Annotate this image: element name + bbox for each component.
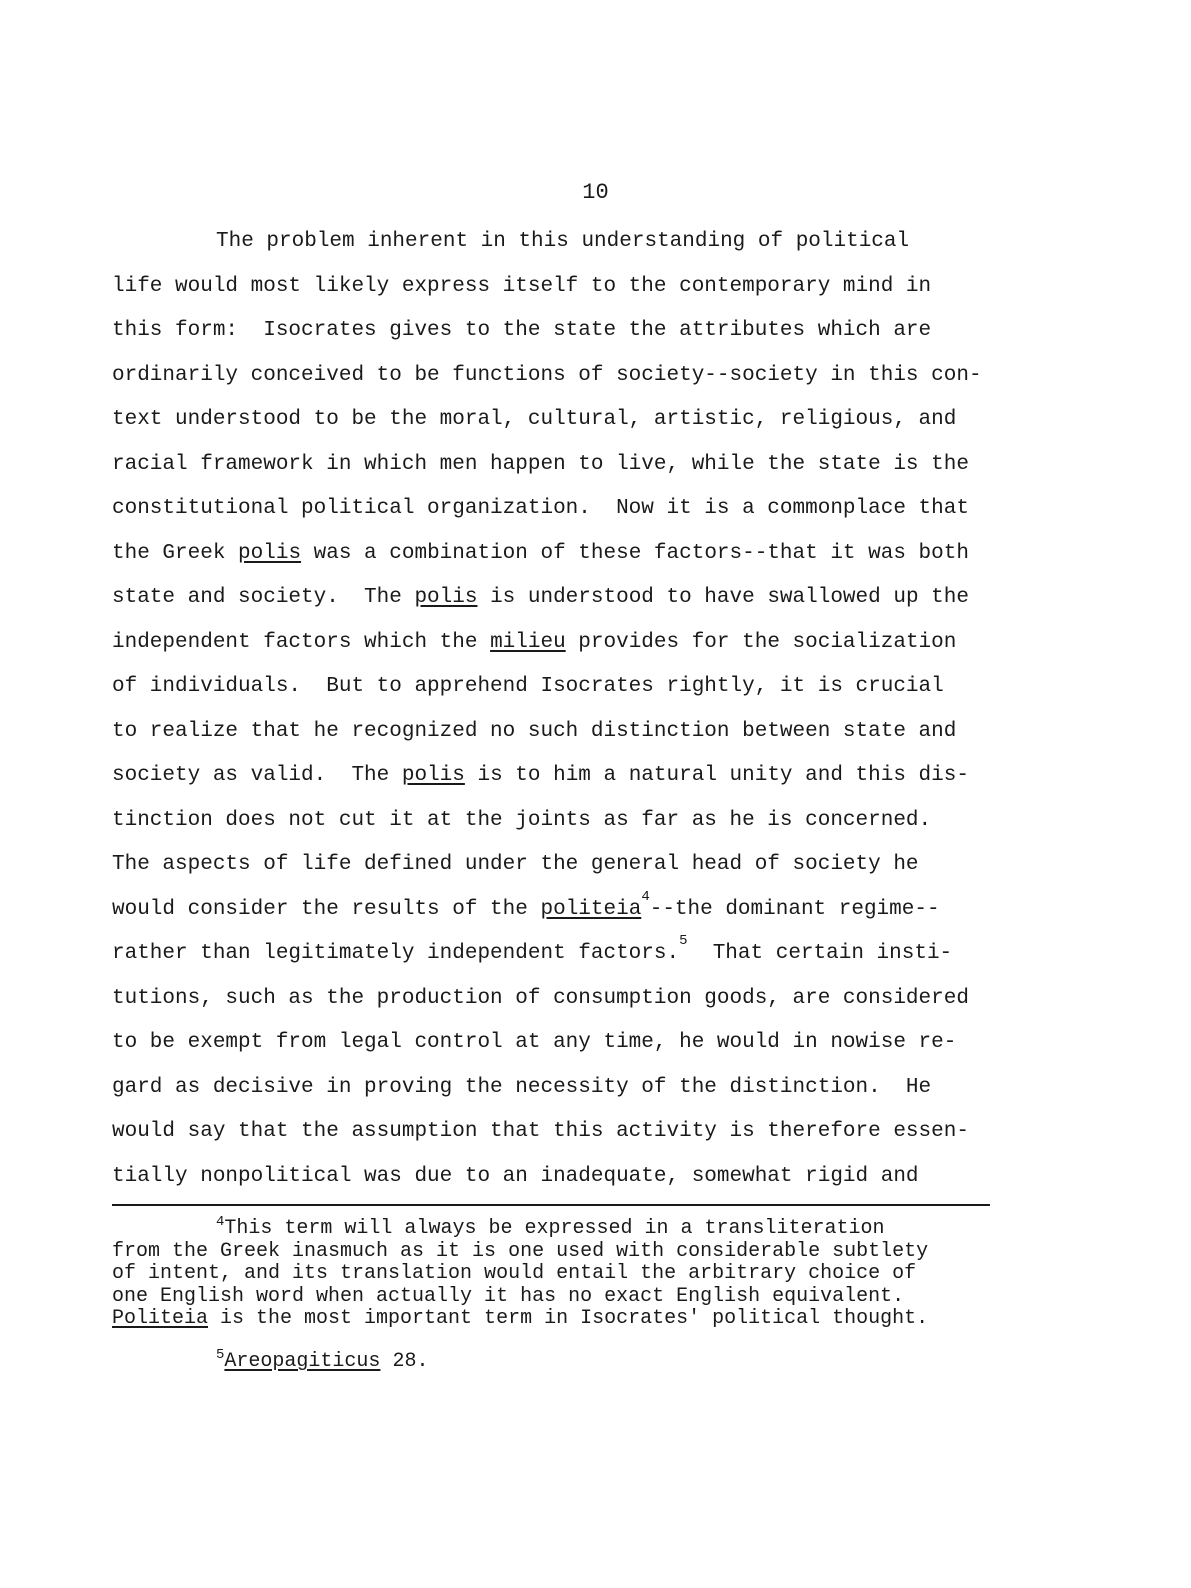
footnote-divider xyxy=(112,1204,990,1206)
line-text: --the dominant regime-- xyxy=(649,897,940,921)
line-text: provides for the socialization xyxy=(565,630,957,654)
line-text: is to him a natural unity and this dis- xyxy=(464,764,969,787)
underlined-term: polis xyxy=(414,586,478,609)
line-text: That certain insti- xyxy=(687,942,953,965)
body-line: constitutional political organization. Now it is a commonplace that xyxy=(112,497,969,520)
body-line: of individuals. But to apprehend Isocrates rightly, it is crucial xyxy=(112,675,944,698)
body-line xyxy=(112,621,982,666)
line-text: society as valid. The xyxy=(112,764,402,787)
body-line: to be exempt from legal control at any time, he would in nowise re- xyxy=(112,1031,957,1054)
page-number: 10 xyxy=(582,180,609,205)
footnote-5-line xyxy=(112,1346,928,1374)
footnote-text: is the most important term in Isocrates' political thought. xyxy=(208,1307,929,1331)
line-text: independent factors which the xyxy=(112,630,491,654)
line-text: state and society. The xyxy=(112,586,415,609)
line-text: rather than legitimately independent factors. xyxy=(112,942,680,965)
body-line: would say that the assumption that this activity is therefore essen- xyxy=(112,1120,969,1143)
footnote-spacer xyxy=(112,1331,928,1351)
footnote-4-line: from the Greek inasmuch as it is one used with considerable subtlety xyxy=(112,1239,929,1263)
footnote-4-line xyxy=(112,1214,928,1241)
body-line xyxy=(112,932,982,977)
body-line: The aspects of life defined under the general head of society he xyxy=(112,853,919,876)
footnote-4-line: one English word when actually it has no exact English equivalent. xyxy=(112,1284,905,1308)
body-line: tutions, such as the production of consumption goods, are considered xyxy=(112,986,969,1010)
line-text: is understood to have swallowed up the xyxy=(477,586,969,609)
underlined-term: polis xyxy=(238,541,302,565)
body-line: ordinarily conceived to be functions of society--society in this con- xyxy=(112,363,982,387)
body-text xyxy=(112,220,982,1199)
body-line: to realize that he recognized no such distinction between state and xyxy=(112,719,957,743)
footnote-reference[interactable]: 5 xyxy=(679,933,688,949)
line-text: was a combination of these factors--that it was both xyxy=(301,541,969,565)
underlined-term: milieu xyxy=(490,630,566,654)
footnote-marker: 5 xyxy=(216,1346,225,1363)
body-line: life would most likely express itself to the contemporary mind in xyxy=(112,274,932,298)
underlined-term: polis xyxy=(401,764,465,787)
footnotes xyxy=(112,1214,929,1374)
underlined-term: Politeia xyxy=(112,1307,209,1331)
line-text: the Greek xyxy=(112,541,239,565)
footnote-text: This term will always be expressed in a transliteration xyxy=(224,1217,885,1240)
body-line: racial framework in which men happen to live, while the state is the xyxy=(112,452,969,476)
underlined-term: Areopagiticus xyxy=(224,1349,381,1373)
body-line: gard as decisive in proving the necessity of the distinction. He xyxy=(112,1075,932,1099)
body-line: The problem inherent in this understanding of political xyxy=(216,230,910,253)
footnote-reference[interactable]: 4 xyxy=(641,888,650,905)
footnote-4-line: of intent, and its translation would entail the arbitrary choice of xyxy=(112,1262,917,1286)
line-text: would consider the results of the xyxy=(112,897,541,921)
body-line: text understood to be the moral, cultural, artistic, religious, and xyxy=(112,408,957,431)
body-line: tially nonpolitical was due to an inadequate, somewhat rigid and xyxy=(112,1164,919,1188)
footnote-text: 28. xyxy=(380,1349,429,1373)
body-line: this form: Isocrates gives to the state the attributes which are xyxy=(112,319,932,342)
body-line xyxy=(112,576,982,621)
body-line: tinction does not cut it at the joints as far as he is concerned. xyxy=(112,808,932,832)
footnote-4-line xyxy=(112,1308,928,1331)
underlined-term: politeia xyxy=(540,897,642,921)
body-line xyxy=(112,754,982,799)
footnote-marker: 4 xyxy=(216,1214,225,1230)
body-line xyxy=(112,888,982,933)
body-line xyxy=(112,532,982,577)
